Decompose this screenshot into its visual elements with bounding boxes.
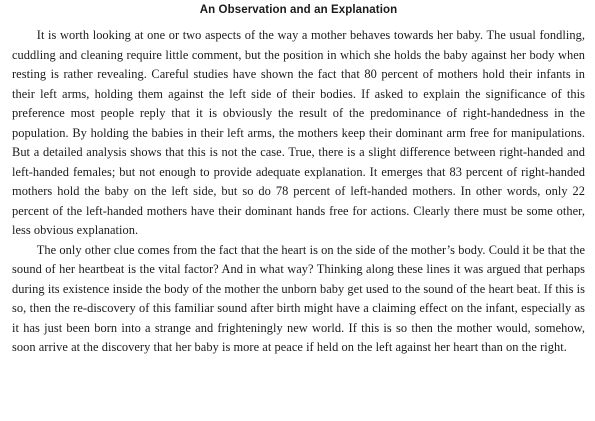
paragraph-1: It is worth looking at one or two aspects of the way a mother behaves towards her baby. The usual fondling, cuddling and cleaning require little comment, but the position in which she holds the baby against her body when resting is rather revealing. Careful studies have shown the fact that 80 percent of mothers hold their infants in their left arms, holding them against the left side of their bodies. If asked to explain the significance of this preference most people reply that it is obviously the result of the predominance of right-handedness in the population. By holding the babies in their left arms, the mothers keep their dominant arm free for manipulations. But a detailed analysis shows that this is not the case. True, there is a slight difference between right-handed and left-handed females; but not enough to provide adequate explanation. It emerges that 83 percent of right-handed mothers hold the baby on the left side, but so do 78 percent of left-handed mothers. In other words, only 22 percent of the left-handed mothers have their dominant hands free for actions. Clearly there must be some other, less obvious explanation. <box>12 28 585 237</box>
paragraph-2: The only other clue comes from the fact that the heart is on the side of the mother’s body. Could it be that the sound of her heartbeat is the vital factor? And in what way? Thinking along these lines it was argued that perhaps during its existence inside the body of the mother the unborn baby get used to the sound of the heart beat. If this is so, then the re-discovery of this familiar sound after birth might have a claiming effect on the infant, especially as it has just been born into a strange and frighteningly new world. If this is so then the mother would, somehow, soon arrive at the discovery that her baby is more at peace if held on the left against her heart than on the right. <box>12 242 585 354</box>
document-title: An Observation and an Explanation <box>199 4 398 16</box>
